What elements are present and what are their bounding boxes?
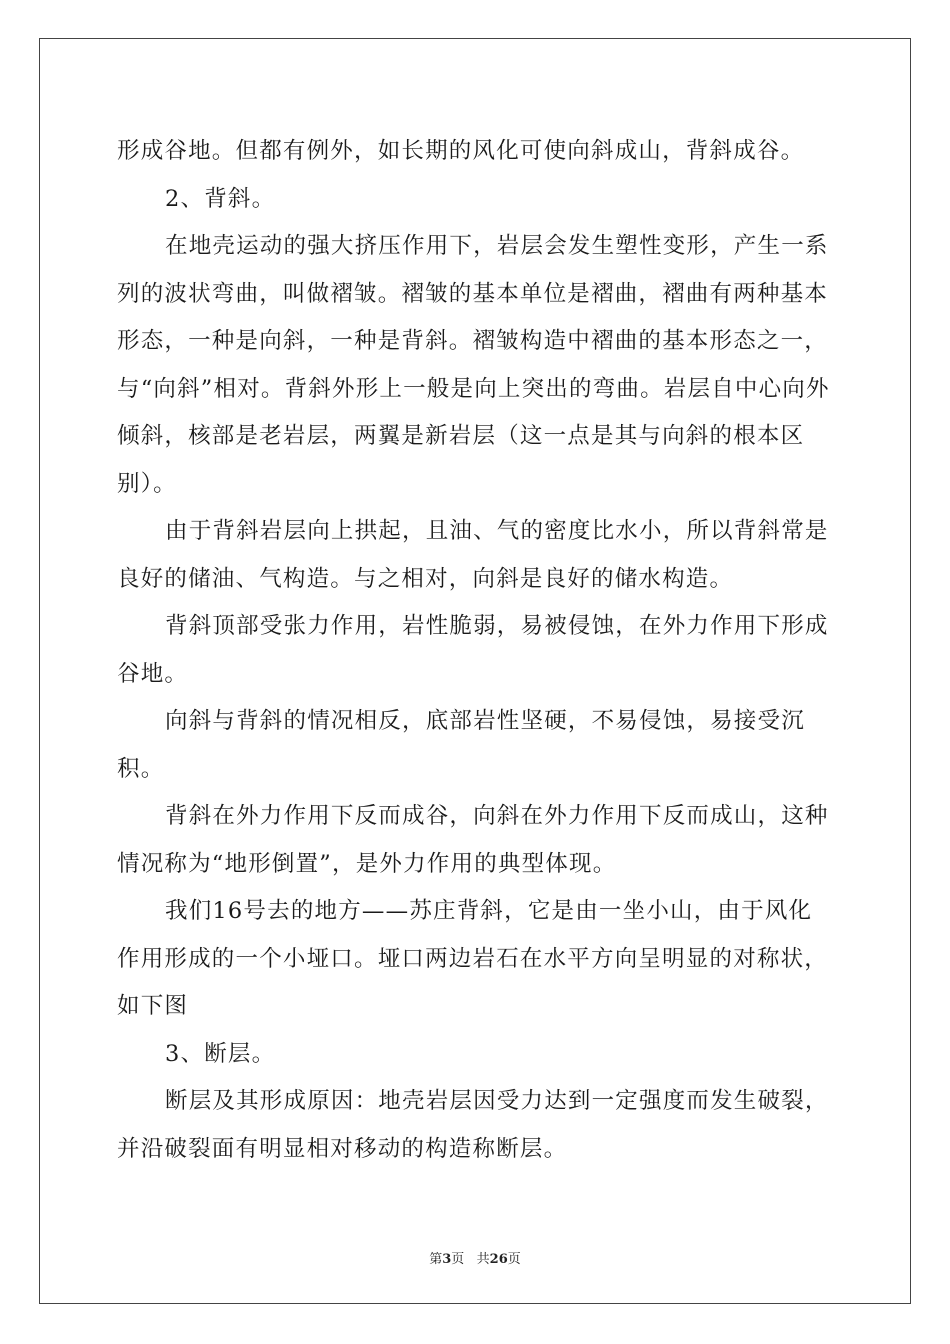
total-pages: 26 — [489, 1252, 508, 1267]
page-number: 3 — [442, 1252, 452, 1267]
paragraph: 在地壳运动的强大挤压作用下，岩层会发生塑性变形，产生一系列的波状弯曲，叫做褶皱。褶皱的基本单位是褶曲，褶曲有两种基本形态，一种是向斜，一种是背斜。褶皱构造中褶曲的基本形态之一，与“向斜”相对。背斜外形上一般是向上突出的弯曲。岩层自中心向外倾斜，核部是老岩层，两翼是新岩层（这一点是其与向斜的根本区别）。 — [117, 233, 830, 497]
paragraph: 背斜在外力作用下反而成谷，向斜在外力作用下反而成山，这种情况称为“地形倒置”，是外力作用的典型体现。 — [117, 803, 829, 877]
paragraph: 背斜顶部受张力作用，岩性脆弱，易被侵蚀，在外力作用下形成谷地。 — [117, 613, 829, 687]
document-body — [117, 128, 833, 1173]
paragraph: 断层及其形成原因：地壳岩层因受力达到一定强度而发生破裂，并沿破裂面有明显相对移动的构造称断层。 — [117, 1088, 829, 1162]
footer-middle: 页 共 — [451, 1252, 490, 1267]
paragraph: 形成谷地。但都有例外，如长期的风化可使向斜成山，背斜成谷。 — [117, 138, 805, 164]
paragraph: 向斜与背斜的情况相反，底部岩性坚硬，不易侵蚀，易接受沉积。 — [117, 708, 805, 782]
paragraph: 我们16号去的地方——苏庄背斜，它是由一坐小山，由于风化作用形成的一个小垭口。垭口两边岩石在水平方向呈明显的对称状，如下图 — [117, 898, 829, 1019]
page-footer — [0, 1248, 950, 1267]
paragraph: 2、背斜。 — [165, 185, 276, 212]
footer-suffix: 页 — [507, 1252, 521, 1267]
paragraph: 3、断层。 — [165, 1040, 276, 1067]
paragraph: 由于背斜岩层向上拱起，且油、气的密度比水小，所以背斜常是良好的储油、气构造。与之相对，向斜是良好的储水构造。 — [117, 518, 829, 592]
footer-prefix: 第 — [429, 1252, 443, 1267]
